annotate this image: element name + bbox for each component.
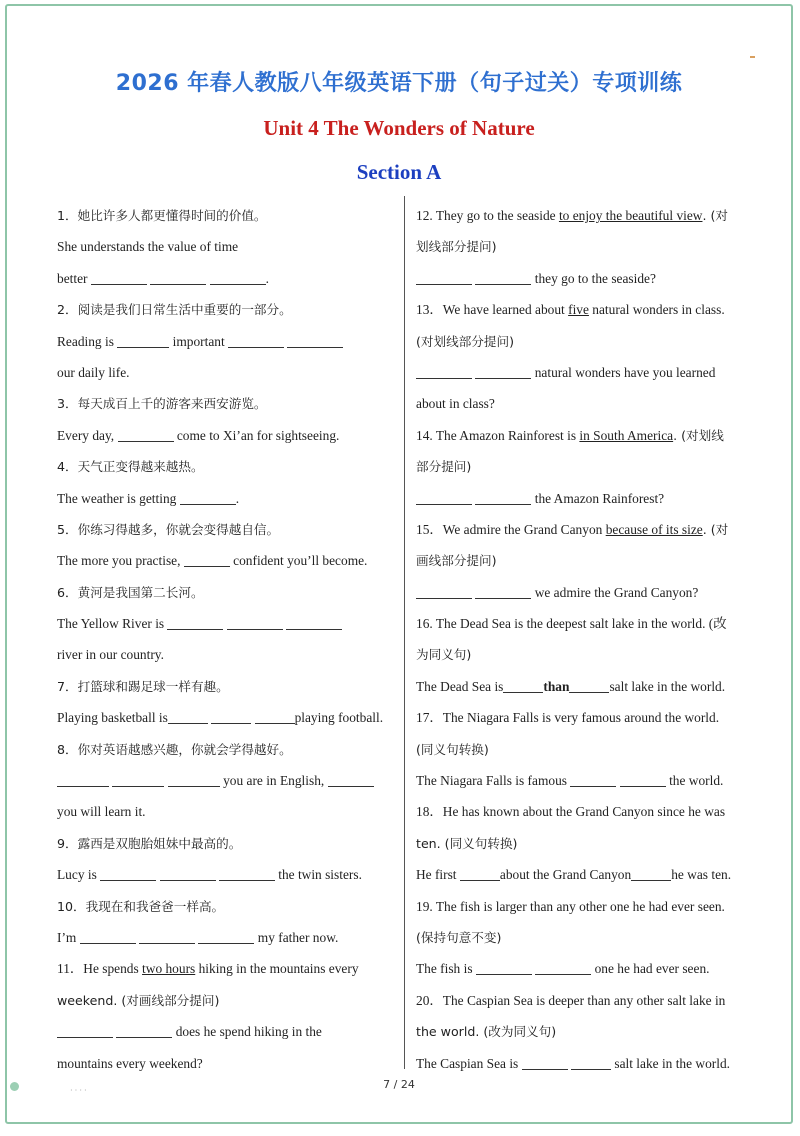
answer-blank[interactable] [328, 772, 374, 787]
q16-text-a: The Dead Sea is [416, 678, 504, 694]
answer-blank[interactable] [57, 1023, 113, 1038]
q7-text-b: playing football. [294, 710, 384, 726]
q10-text-b: my father now. [257, 929, 339, 945]
q9-text-a: Lucy is [57, 867, 97, 883]
q18-line1: 18．He has known about the Grand Canyon since he was [416, 804, 726, 820]
footer-marks: · · · · [70, 1086, 87, 1095]
q16-line3 [416, 671, 752, 702]
q15-underlined: because of its size [605, 521, 703, 537]
q1-chinese: 1．她比许多人都更懂得时间的价值。 [57, 208, 267, 223]
q17-line2: (同义句转换) [416, 741, 489, 757]
q16-line2: 为同义句) [416, 647, 472, 663]
answer-blank[interactable] [416, 490, 472, 505]
q20-line1: 20．The Caspian Sea is deeper than any other salt lake in [416, 992, 726, 1008]
q11-line1 [57, 953, 399, 984]
q13-line1 [416, 294, 752, 325]
q3-text-a: Every day, [57, 427, 115, 443]
answer-blank[interactable] [118, 427, 174, 442]
q10-line2 [57, 922, 399, 953]
answer-blank[interactable] [219, 866, 275, 881]
answer-blank[interactable] [211, 709, 251, 724]
q4-chinese: 4．天气正变得越来越热。 [57, 459, 204, 475]
q18-line2: ten. (同义句转换) [416, 835, 518, 851]
q11-line3 [57, 1016, 399, 1047]
q14-text-b: . (对划线 [673, 427, 724, 443]
q19-line3 [416, 953, 752, 984]
q15-line3 [416, 577, 752, 608]
q15-line2: 画线部分提问) [416, 553, 497, 569]
q5-text-b: confident you’ll become. [233, 553, 368, 569]
answer-blank[interactable] [476, 960, 532, 975]
q17-text-b: the world. [669, 773, 724, 789]
q16-than: than [543, 678, 570, 694]
answer-blank[interactable] [57, 772, 109, 787]
q14-line3 [416, 483, 752, 514]
q15-text-b: . (对 [702, 521, 729, 537]
answer-blank[interactable] [571, 1055, 611, 1070]
answer-blank[interactable] [475, 270, 531, 285]
q10-text-a: I’m [57, 929, 77, 945]
q20-text-a: The Caspian Sea is [416, 1055, 519, 1071]
answer-blank[interactable] [150, 270, 206, 285]
q3-chinese: 3．每天成百上千的游客来西安游览。 [57, 396, 267, 412]
answer-blank[interactable] [168, 709, 208, 724]
q12-line1 [416, 200, 752, 231]
q1-line2: She understands the value of time [57, 239, 239, 255]
answer-blank[interactable] [139, 929, 195, 944]
q7-text-a: Playing basketball is [57, 710, 168, 726]
answer-blank[interactable] [570, 772, 616, 787]
q6-chinese: 6．黄河是我国第二长河。 [57, 584, 204, 600]
answer-blank[interactable] [80, 929, 136, 944]
answer-blank[interactable] [522, 1055, 568, 1070]
q19-text-b: one he had ever seen. [594, 961, 710, 977]
page-title: 2026 年春人教版八年级英语下册（句子过关）专项训练 [115, 71, 683, 96]
q11-text-b: hiking in the mountains every [195, 961, 359, 977]
q13-text-a: 13．We have learned about [416, 302, 569, 318]
q8-line3: you will learn it. [57, 804, 146, 820]
q2-line2 [57, 326, 399, 357]
q2-line3: our daily life. [57, 364, 130, 380]
q8-text-a: you are in English, [223, 773, 325, 789]
q7-chinese: 7．打篮球和踢足球一样有趣。 [57, 678, 229, 694]
answer-blank[interactable] [475, 364, 531, 379]
q19-text-a: The fish is [416, 961, 473, 977]
q16-line1: 16. The Dead Sea is the deepest salt lake in the world. (改 [416, 616, 727, 632]
q8-chinese: 8．你对英语越感兴趣，你就会学得越好。 [57, 741, 292, 757]
answer-blank[interactable] [210, 270, 266, 285]
q13-text-c: natural wonders have you learned [534, 364, 716, 380]
corner-mark [750, 56, 755, 58]
q11-underlined: two hours [142, 961, 196, 977]
q18-text-c: he was ten. [671, 867, 732, 883]
answer-blank[interactable] [184, 552, 230, 567]
answer-blank[interactable] [569, 678, 609, 693]
q12-text-a: 12. They go to the seaside [416, 208, 559, 223]
q16-text-c: salt lake in the world. [609, 678, 726, 694]
q2-text-a: Reading is [57, 333, 114, 349]
q14-line2: 部分提问) [416, 459, 472, 475]
q12-line3 [416, 263, 752, 294]
q15-text-a: 15．We admire the Grand Canyon [416, 521, 606, 537]
q6-text: The Yellow River is [57, 616, 165, 632]
q6-line2 [57, 608, 399, 639]
q18-line3 [416, 859, 752, 890]
q3-text-b: come to Xi’an for sightseeing. [176, 427, 340, 443]
q15-line1 [416, 514, 752, 545]
answer-blank[interactable] [503, 678, 543, 693]
answer-blank[interactable] [117, 333, 169, 348]
q5-line2 [57, 545, 399, 576]
q14-text-a: 14. The Amazon Rainforest is [416, 427, 580, 443]
q13-underlined: five [568, 302, 589, 318]
answer-blank[interactable] [168, 772, 220, 787]
q12-line2: 划线部分提问) [416, 239, 497, 255]
q11-text-c: does he spend hiking in the [175, 1024, 322, 1040]
left-column [57, 200, 399, 1079]
q1-word: better [57, 270, 88, 286]
q9-text-b: the twin sisters. [278, 867, 362, 883]
answer-blank[interactable] [198, 929, 254, 944]
q20-line3 [416, 1048, 752, 1079]
q11-line4: mountains every weekend? [57, 1055, 203, 1071]
q10-chinese: 10．我现在和我爸爸一样高。 [57, 898, 225, 914]
q5-chinese: 5．你练习得越多，你就会变得越自信。 [57, 521, 280, 537]
answer-blank[interactable] [535, 960, 591, 975]
q19-line1: 19. The fish is larger than any other one he had ever seen. [416, 898, 725, 914]
q13-line4: about in class? [416, 396, 495, 412]
q17-line3 [416, 765, 752, 796]
answer-blank[interactable] [255, 709, 295, 724]
answer-blank[interactable] [167, 615, 223, 630]
answer-blank[interactable] [228, 333, 284, 348]
q19-line2: (保持句意不变) [416, 929, 502, 945]
q12-underlined: to enjoy the beautiful view [558, 208, 703, 223]
q14-line1 [416, 420, 752, 451]
answer-blank[interactable] [416, 584, 472, 599]
answer-blank[interactable] [416, 364, 472, 379]
q13-line3 [416, 357, 752, 388]
worksheet-page [5, 4, 793, 1124]
q15-text-c: we admire the Grand Canyon? [534, 584, 699, 600]
q12-text-c: they go to the seaside? [534, 270, 656, 286]
answer-blank[interactable] [475, 584, 531, 599]
q6-line3: river in our country. [57, 647, 164, 663]
answer-blank[interactable] [287, 333, 343, 348]
q7-line2 [57, 702, 399, 733]
q14-underlined: in South America [579, 427, 674, 443]
q11-line2: weekend. (对画线部分提问) [57, 992, 220, 1008]
q9-line2 [57, 859, 399, 890]
answer-blank[interactable] [460, 866, 500, 881]
q11-text-a: 11．He spends [57, 961, 143, 977]
answer-blank[interactable] [286, 615, 342, 630]
q13-text-b: natural wonders in class. [588, 302, 725, 318]
answer-blank[interactable] [100, 866, 156, 881]
q1-line3 [57, 263, 399, 294]
q12-text-b: . (对 [702, 208, 728, 223]
q14-text-c: the Amazon Rainforest? [534, 490, 665, 506]
answer-blank[interactable] [631, 866, 671, 881]
answer-blank[interactable] [475, 490, 531, 505]
answer-blank[interactable] [91, 270, 147, 285]
answer-blank[interactable] [112, 772, 164, 787]
q13-line2: (对划线部分提问) [416, 333, 514, 349]
q3-line2 [57, 420, 399, 451]
q17-text-a: The Niagara Falls is famous [416, 773, 567, 789]
q2-chinese: 2．阅读是我们日常生活中重要的一部分。 [57, 302, 292, 318]
q9-chinese: 9．露西是双胞胎姐妹中最高的。 [57, 835, 242, 851]
q18-text-b: about the Grand Canyon [499, 867, 632, 883]
column-divider [404, 196, 405, 1069]
q2-text-b: important [172, 333, 225, 349]
page-number: 7 / 24 [383, 1078, 415, 1091]
q18-text-a: He first [416, 867, 457, 883]
q4-line2 [57, 483, 399, 514]
q4-period: . [235, 490, 240, 506]
answer-blank[interactable] [116, 1023, 172, 1038]
answer-blank[interactable] [416, 270, 472, 285]
unit-title: Unit 4 The Wonders of Nature [263, 116, 535, 140]
q17-line1: 17．The Niagara Falls is very famous around the world. [416, 710, 720, 726]
answer-blank[interactable] [620, 772, 666, 787]
q20-line2: the world. (改为同义句) [416, 1024, 557, 1040]
section-title: Section A [356, 160, 442, 184]
answer-blank[interactable] [160, 866, 216, 881]
q4-text-a: The weather is getting [57, 490, 177, 506]
q20-text-b: salt lake in the world. [614, 1055, 731, 1071]
answer-blank[interactable] [180, 490, 236, 505]
right-column [416, 200, 752, 1079]
q8-line2 [57, 765, 399, 796]
q1-period: . [265, 270, 269, 286]
answer-blank[interactable] [227, 615, 283, 630]
q5-text-a: The more you practise, [57, 553, 181, 569]
